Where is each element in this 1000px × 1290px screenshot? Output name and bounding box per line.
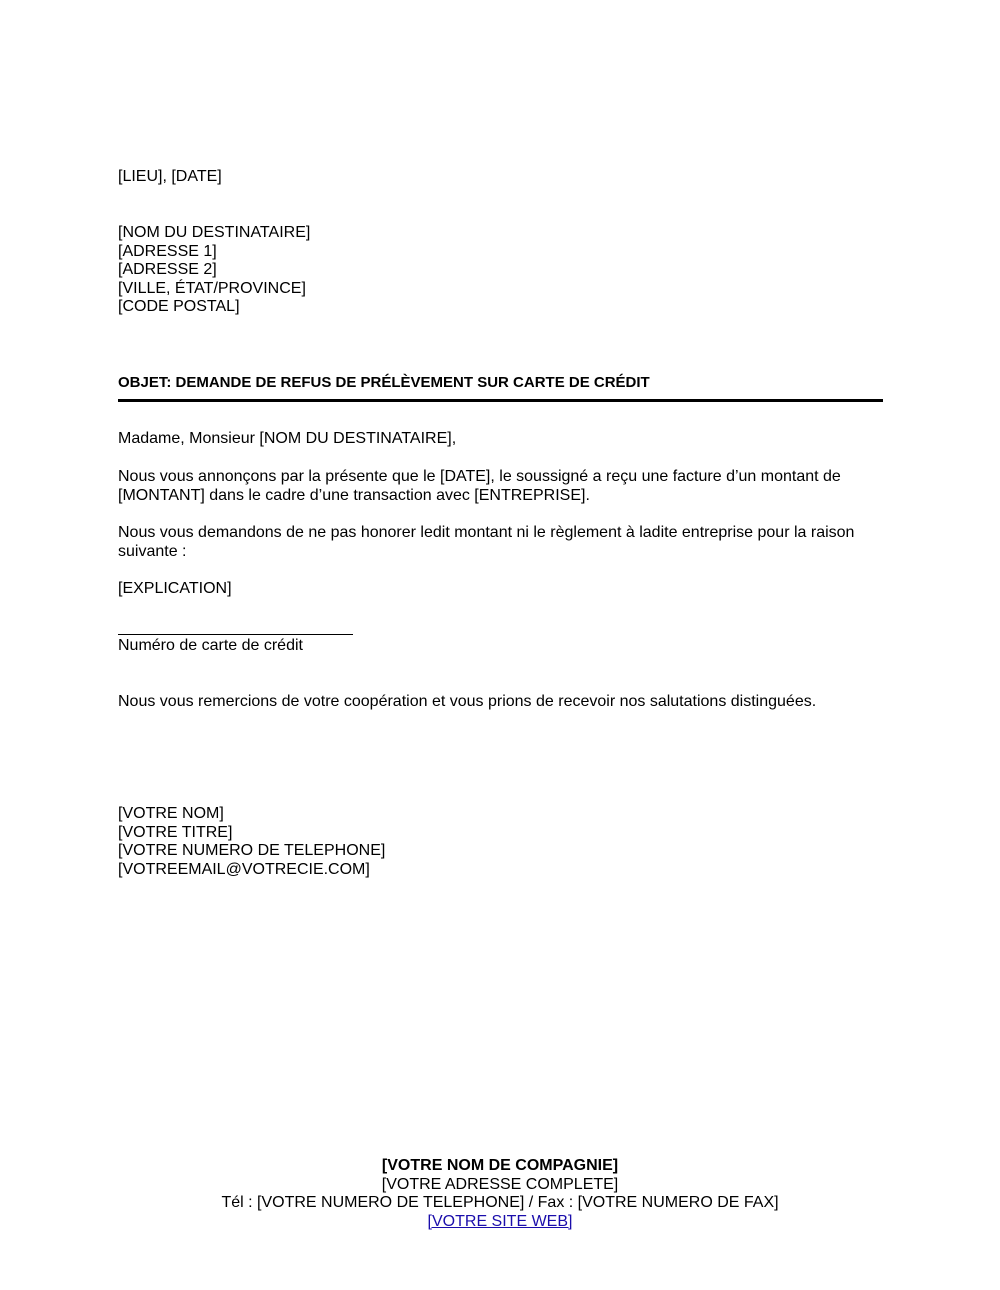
footer-company-name: [VOTRE NOM DE COMPAGNIE] — [381, 1157, 619, 1174]
paragraph-2-line-2: suivante : — [118, 542, 187, 560]
card-number-blank-line — [118, 634, 353, 635]
footer-address: [VOTRE ADRESSE COMPLETE] — [381, 1175, 619, 1193]
recipient-postal-code: [CODE POSTAL] — [118, 298, 240, 315]
subject-line — [118, 374, 883, 393]
recipient-address2: [ADRESSE 2] — [118, 261, 217, 278]
letterhead-footer — [0, 1157, 1000, 1231]
closing-paragraph — [118, 693, 883, 712]
sender-title: [VOTRE TITRE] — [118, 823, 233, 841]
sender-signature-block — [118, 805, 883, 879]
paragraph-2-line-1: Nous vous demandons de ne pas honorer ledit montant ni le règlement à ladite entreprise pour la raison — [118, 524, 855, 541]
closing-text: Nous vous remercions de votre coopération et vous prions de recevoir nos salutations distinguées. — [118, 693, 817, 710]
body-paragraph-1 — [118, 468, 883, 505]
paragraph-1-line-2: [MONTANT] dans le cadre d’une transaction avec [ENTREPRISE]. — [118, 486, 590, 504]
sender-name: [VOTRE NOM] — [118, 805, 224, 822]
card-number-label — [118, 637, 883, 656]
recipient-address1: [ADRESSE 1] — [118, 242, 217, 260]
recipient-address-block — [118, 224, 883, 317]
subject-text: OBJET: DEMANDE DE REFUS DE PRÉLÈVEMENT SUR CARTE DE CRÉDIT — [118, 374, 650, 391]
recipient-city-state: [VILLE, ÉTAT/PROVINCE] — [118, 279, 306, 297]
salutation — [118, 430, 883, 449]
salutation-text: Madame, Monsieur [NOM DU DESTINATAIRE], — [118, 430, 457, 447]
sender-phone: [VOTRE NUMERO DE TELEPHONE] — [118, 842, 386, 859]
subject-divider — [118, 399, 883, 402]
recipient-name: [NOM DU DESTINATAIRE] — [118, 224, 311, 241]
paragraph-1-line-1: Nous vous annonçons par la présente que le [DATE], le soussigné a reçu une facture d’un montant de — [118, 468, 841, 485]
place-date — [118, 168, 883, 187]
place-date-text: [LIEU], [DATE] — [118, 168, 222, 185]
card-number-label-text: Numéro de carte de crédit — [118, 637, 303, 654]
explanation-text: [EXPLICATION] — [118, 580, 232, 597]
sender-email: [VOTREEMAIL@VOTRECIE.COM] — [118, 860, 370, 878]
explanation-placeholder — [118, 580, 883, 599]
body-paragraph-2 — [118, 524, 883, 561]
footer-website-link[interactable]: [VOTRE SITE WEB] — [427, 1212, 573, 1230]
footer-contact: Tél : [VOTRE NUMERO DE TELEPHONE] / Fax : [VOTRE NUMERO DE FAX] — [221, 1194, 779, 1211]
